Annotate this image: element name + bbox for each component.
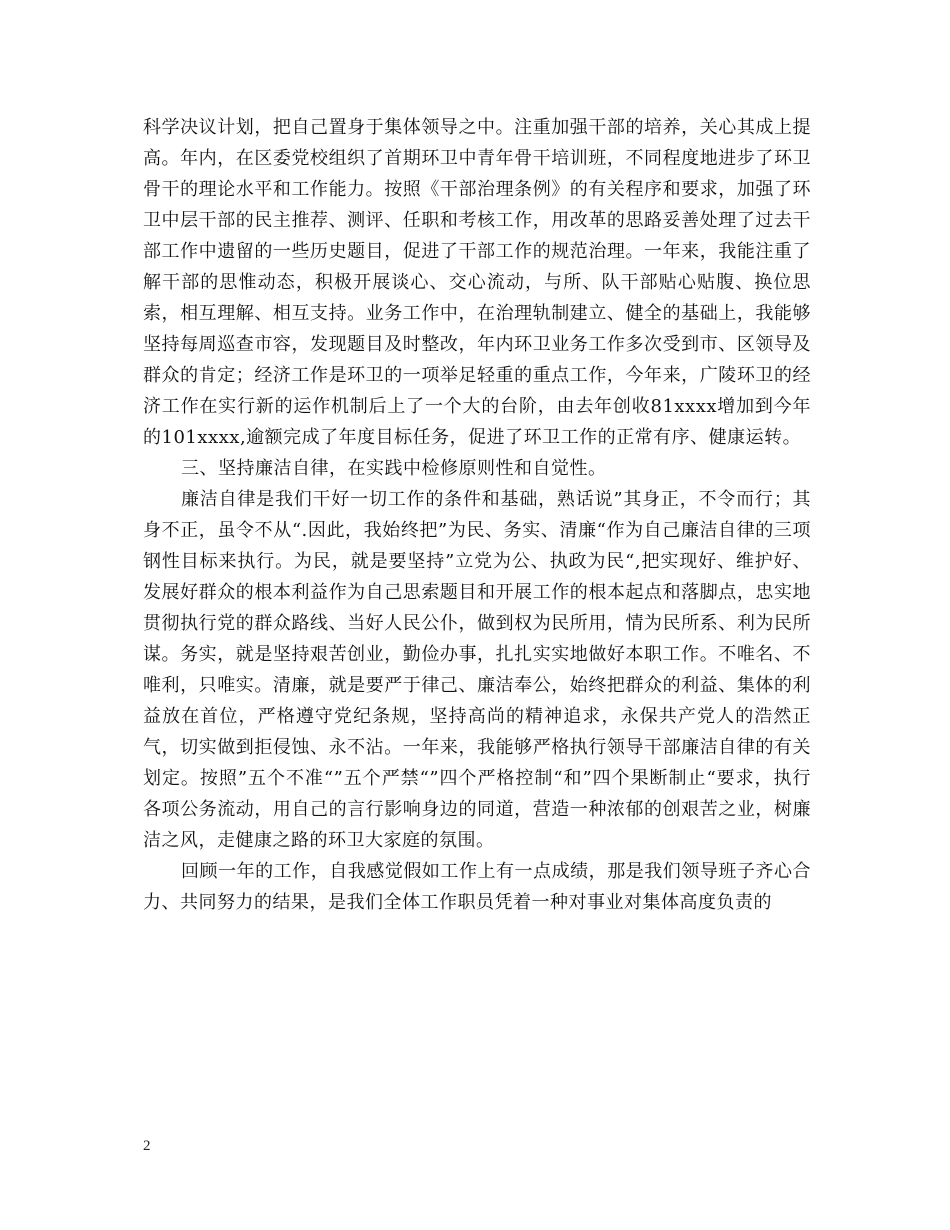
page-number: 2	[143, 1138, 151, 1154]
paragraph-cadre-work: 科学决议计划，把自己置身于集体领导之中。注重加强干部的培养，关心其成上提高。年内，在区委党校组织了首期环卫中青年骨干培训班，不同程度地进步了环卫骨干的理论水平和工作能力。按照《干部治理条例》的有关程序和要求，加强了环卫中层干部的民主推荐、测评、任职和考核工作，用改革的思路妥善处理了过去干部工作中遗留的一些历史题目，促进了干部工作的规范治理。一年来，我能注重了解干部的思惟动态，积极开展谈心、交心流动，与所、队干部贴心贴腹、换位思索，相互理解、相互支持。业务工作中，在治理轨制建立、健全的基础上，我能够坚持每周巡查市容，发现题目及时整改，年内环卫业务工作多次受到市、区领导及群众的肯定；经济工作是环卫的一项举足轻重的重点工作，今年来，广陵环卫的经济工作在实行新的运作机制后上了一个大的台阶，由去年创收81xxxx增加到今年的101xxxx,逾额完成了年度目标任务，促进了环卫工作的正常有序、健康运转。	[143, 117, 811, 448]
paragraph-integrity: 廉洁自律是我们干好一切工作的条件和基础，熟话说”其身正，不令而行；其身不正，虽令不从“.因此，我始终把”为民、务实、清廉“作为自己廉洁自律的三项钢性目标来执行。为民，就是要坚持”立党为公、执政为民“,把实现好、维护好、发展好群众的根本利益作为自己思索题目和开展工作的根本起点和落脚点，忠实地贯彻执行党的群众路线、当好人民公仆，做到权为民所用，情为民所系、利为民所谋。务实，就是坚持艰苦创业，勤俭办事，扎扎实实地做好本职工作。不唯名、不唯利，只唯实。清廉，就是要严于律己、廉洁奉公，始终把群众的利益、集体的利益放在首位，严格遵守党纪条规，坚持高尚的精神追求，永保共产党人的浩然正气，切实做到拒侵蚀、永不沾。一年来，我能够严格执行领导干部廉洁自律的有关划定。按照”五个不准“”五个严禁“”四个严格控制“和”四个果断制止“要求，执行各项公务流动，用自己的言行影响身边的同道，营造一种浓郁的创艰苦之业，树廉洁之风，走健康之路的环卫大家庭的氛围。	[143, 489, 811, 851]
section-heading-integrity: 三、坚持廉洁自律，在实践中检修原则性和自觉性。	[181, 458, 607, 479]
document-body	[143, 112, 811, 918]
paragraph-review: 回顾一年的工作，自我感觉假如工作上有一点成绩，那是我们领导班子齐心合力、共同努力的结果，是我们全体工作职员凭着一种对事业对集体高度负责的	[143, 861, 811, 913]
